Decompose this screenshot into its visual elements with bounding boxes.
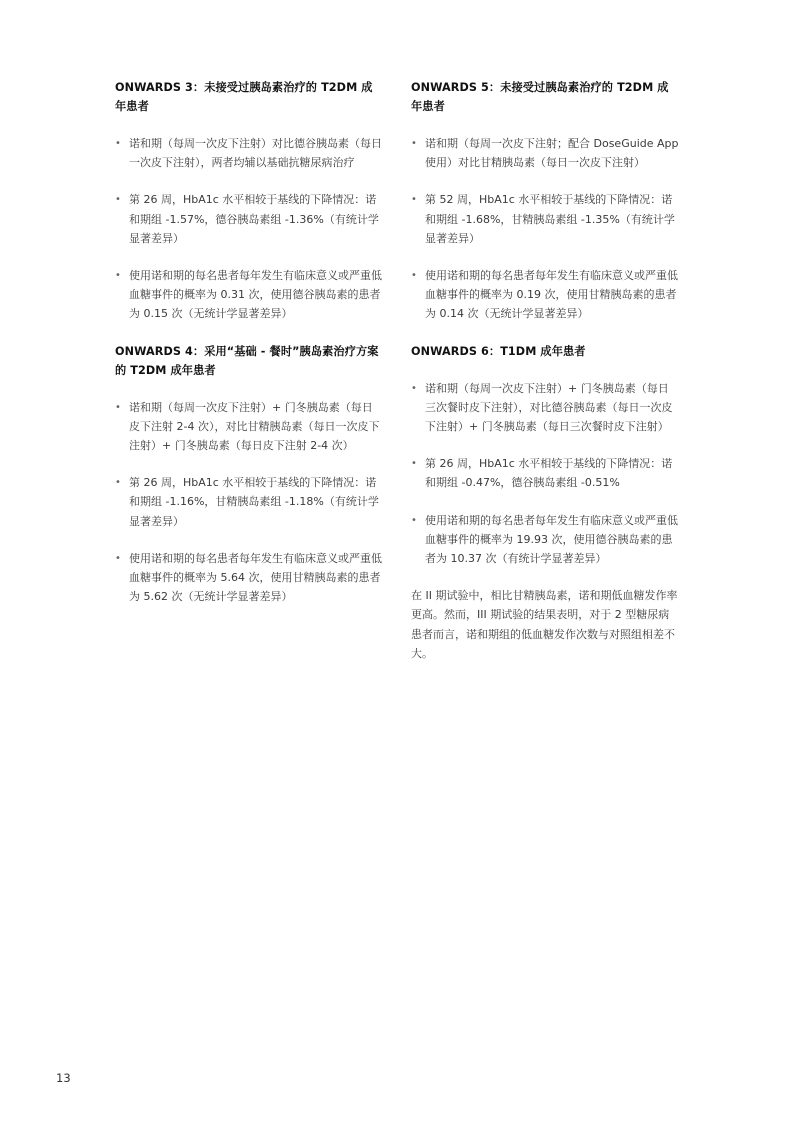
onwards5-bullets — [411, 134, 679, 324]
list-item: • 第 26 周，HbA1c 水平相较于基线的下降情况：诺和期组 -0.47%，德谷胰岛素组 -0.51% — [411, 454, 679, 492]
onwards4-title: ONWARDS 4：采用“基础 - 餐时”胰岛素治疗方案的 T2DM 成年患者 — [115, 344, 379, 377]
conclusion-paragraph: 在 II 期试验中，相比甘精胰岛素，诺和期低血糖发作率更高。然而，III 期试验的结果表明，对于 2 型糖尿病患者而言，诺和期组的低血糖发作次数与对照组相差不大。 — [411, 589, 678, 660]
onwards5-title: ONWARDS 5：未接受过胰岛素治疗的 T2DM 成年患者 — [411, 81, 669, 113]
page-number: 13 — [56, 1071, 71, 1085]
onwards6-title: ONWARDS 6：T1DM 成年患者 — [411, 344, 586, 358]
list-item: • 使用诺和期的每名患者每年发生有临床意义或严重低血糖事件的概率为 5.64 次，使用甘精胰岛素的患者为 5.62 次（无统计学显著差异） — [115, 549, 383, 607]
list-item: • 诺和期（每周一次皮下注射；配合 DoseGuide App 使用）对比甘精胰岛素（每日一次皮下注射） — [411, 134, 679, 172]
list-item: • 诺和期（每周一次皮下注射）+ 门冬胰岛素（每日皮下注射 2-4 次），对比甘精胰岛素（每日一次皮下注射）+ 门冬胰岛素（每日皮下注射 2-4 次） — [115, 398, 383, 456]
list-item: • 第 52 周，HbA1c 水平相较于基线的下降情况：诺和期组 -1.68%，甘精胰岛素组 -1.35%（有统计学显著差异） — [411, 190, 679, 248]
onwards3-title: ONWARDS 3：未接受过胰岛素治疗的 T2DM 成年患者 — [115, 81, 373, 113]
list-item: • 使用诺和期的每名患者每年发生有临床意义或严重低血糖事件的概率为 0.19 次，使用甘精胰岛素的患者为 0.14 次（无统计学显著差异） — [411, 266, 679, 324]
list-item: • 第 26 周，HbA1c 水平相较于基线的下降情况：诺和期组 -1.16%，甘精胰岛素组 -1.18%（有统计学显著差异） — [115, 473, 383, 531]
list-item: • 诺和期（每周一次皮下注射）+ 门冬胰岛素（每日三次餐时皮下注射），对比德谷胰岛素（每日一次皮下注射）+ 门冬胰岛素（每日三次餐时皮下注射） — [411, 379, 679, 437]
onwards4-bullets — [115, 398, 383, 607]
onwards3-bullets — [115, 134, 383, 324]
list-item: • 使用诺和期的每名患者每年发生有临床意义或严重低血糖事件的概率为 0.31 次，使用德谷胰岛素的患者为 0.15 次（无统计学显著差异） — [115, 266, 383, 324]
right-column — [411, 78, 679, 663]
list-item: • 使用诺和期的每名患者每年发生有临床意义或严重低血糖事件的概率为 19.93 次，使用德谷胰岛素的患者为 10.37 次（有统计学显著差异） — [411, 511, 679, 569]
left-column — [115, 78, 383, 606]
list-item: • 第 26 周，HbA1c 水平相较于基线的下降情况：诺和期组 -1.57%，德谷胰岛素组 -1.36%（有统计学显著差异） — [115, 190, 383, 248]
onwards6-bullets — [411, 379, 679, 569]
list-item: • 诺和期（每周一次皮下注射）对比德谷胰岛素（每日一次皮下注射），两者均辅以基础抗糖尿病治疗 — [115, 134, 383, 172]
